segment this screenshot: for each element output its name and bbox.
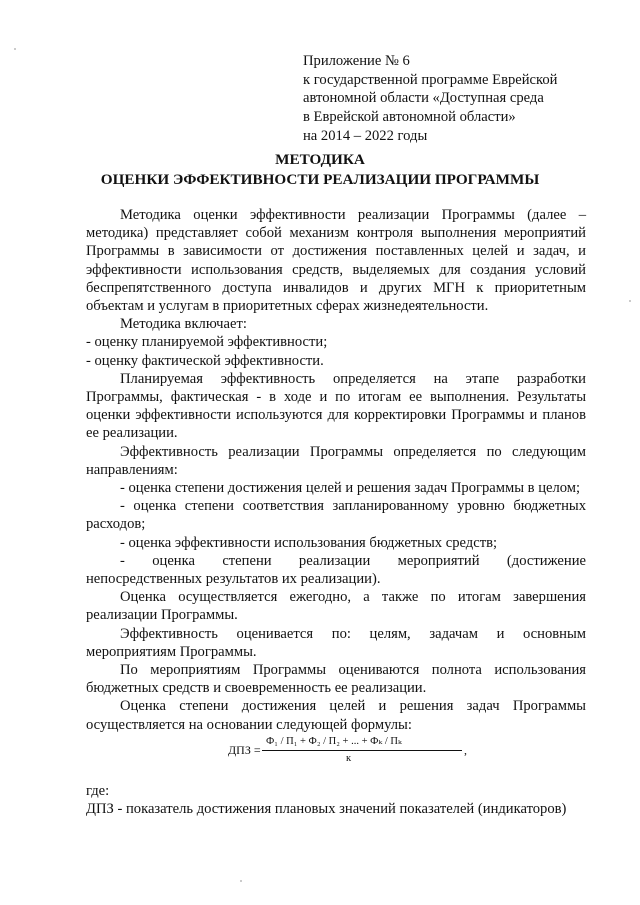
formula-trailing: ,	[464, 743, 467, 757]
document-body	[86, 206, 586, 734]
list-item-budget-level: - оценка степени соответствия запланированному уровню бюджетных расходов;	[86, 498, 586, 533]
definitions-where: где:	[86, 783, 110, 799]
list-item-goals: - оценка степени достижения целей и решения задач Программы в целом;	[120, 480, 581, 497]
appendix-header-line: на 2014 – 2022 годы	[303, 127, 428, 144]
formula-numerator: Ф₁ / П₁ + Ф₂ / П₂ + ... + Фₖ / Пₖ	[266, 736, 402, 747]
scan-speck	[629, 300, 631, 302]
paragraph-assessment-criteria: Эффективность оценивается по: целям, задачам и основным мероприятиям Программы.	[86, 625, 586, 660]
appendix-header	[303, 52, 603, 146]
appendix-header-line: в Еврейской автономной области»	[303, 109, 516, 126]
appendix-header-line: к государственной программе Еврейской	[303, 71, 558, 88]
definitions	[86, 782, 606, 818]
scan-speck	[14, 48, 16, 50]
list-item-actual: - оценку фактической эффективности.	[86, 352, 324, 369]
formula	[228, 735, 467, 769]
formula-denominator: к	[346, 753, 352, 764]
paragraph-intro: Методика оценки эффективности реализации Программы (далее – методика) представляет собой механизм контроля выполнения мероприятий Программы в зависимости от достижения поставленных целей и задач, и эффективности использования средств, выделяемых для создания условий беспрепятственного доступа инвалидов и других МГН к приоритетным объектам и услугам в приоритетных сферах жизнедеятельности.	[86, 207, 586, 315]
appendix-header-line: Приложение № 6	[303, 53, 410, 69]
formula-lhs: ДПЗ =	[228, 743, 261, 757]
document-title-line-1: МЕТОДИКА	[275, 151, 365, 168]
scan-speck	[240, 880, 242, 882]
appendix-header-line: автономной области «Доступная среда	[303, 90, 544, 107]
paragraph-includes: Методика включает:	[120, 316, 247, 333]
list-item-planned: - оценку планируемой эффективности;	[86, 334, 328, 351]
paragraph-directions: Эффективность реализации Программы определяется по следующим направлениям:	[86, 443, 586, 478]
document-title-line-2: ОЦЕНКИ ЭФФЕКТИВНОСТИ РЕАЛИЗАЦИИ ПРОГРАММЫ	[100, 171, 540, 188]
list-item-activities: - оценка степени реализации мероприятий (достижение непосредственных результатов их реализации).	[86, 552, 586, 588]
formula-fraction-bar	[262, 750, 462, 751]
paragraph-formula-intro: Оценка степени достижения целей и решения задач Программы осуществляется на основании следующей формулы:	[86, 698, 586, 733]
paragraph-planned-efficiency: Планируемая эффективность определяется на этапе разработки Программы, фактическая - в ходе и по итогам ее выполнения. Результаты оценки эффективности используются для корректировки Программы и планов ее реализации.	[86, 370, 586, 442]
definition-dpz: ДПЗ - показатель достижения плановых значений показателей (индикаторов)	[86, 801, 567, 818]
paragraph-assessment-timing: Оценка осуществляется ежегодно, а также по итогам завершения реализации Программы.	[86, 589, 586, 624]
list-item-budget-efficiency: - оценка эффективности использования бюджетных средств;	[120, 534, 498, 551]
paragraph-activities-assessment: По мероприятиям Программы оцениваются полнота использования бюджетных средств и своевременность ее реализации.	[86, 662, 586, 697]
document-title	[0, 150, 640, 190]
